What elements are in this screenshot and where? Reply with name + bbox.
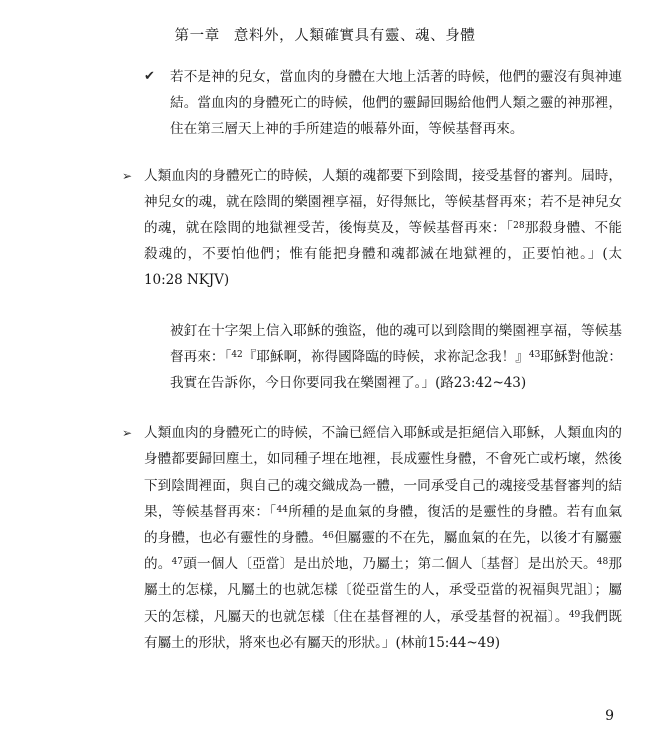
paragraph-text-before: 人類血肉的身體死亡的時候，人類的魂都要下到陰間，接受基督的審判。屆時，神兒女的魂，就在陰間的樂園裡享福，好得無比，等候基督再來；若不是神兒女的魂，就在陰間的地獄裡受苦，後悔莫及，等候基督再來：「 [144,167,622,237]
verse-number-49: 49 [568,609,581,620]
verse-number-43: 43 [528,350,541,361]
scripture-reference: (林前15:44~49) [395,634,500,651]
verse-segment-44: 所種的是血氣的身體，復活的是靈性的身體。若有血氣的身體，也必有靈性的身體。 [144,503,623,547]
paragraph-text-after: 耶穌對他說：我實在告訴你，今日你要同我在樂園裡了。」 [170,348,623,392]
paragraph-text-mid: 『耶穌啊，祢得國降臨的時候，求祢記念我！』 [242,348,529,365]
paragraph-arrow-2 [122,420,623,656]
check-icon: ✔ [144,69,155,84]
verse-number-28: 28 [513,221,525,232]
running-header [0,24,650,45]
verse-number-44: 44 [276,505,288,516]
verse-number-47: 47 [171,557,183,568]
arrow-bullet-icon: ➢ [122,168,133,183]
verse-number-48: 48 [596,557,609,568]
scripture-reference: (太10:28 NKJV) [144,246,622,289]
verse-segment-49: 我們既有屬土的形狀，將來也必有屬天的形狀。」 [144,608,623,651]
verse-segment-48: 那屬土的怎樣，凡屬土的也就怎樣〔從亞當生的人，承受亞當的祝福與咒詛〕；屬天的怎樣，凡屬天的也就怎樣〔住在基督裡的人，承受基督的祝福〕。 [144,556,623,625]
paragraph-text-before: 被釘在十字架上信入耶穌的強盜，他的魂可以到陰間的樂園裡享福，等候基督再來：「 [170,322,622,365]
scripture-reference: (路23:42~43) [435,375,527,392]
paragraph-plain-1 [170,318,622,397]
paragraph-check-1 [144,64,622,143]
verse-number-46: 46 [322,531,334,542]
page-body [122,64,622,670]
verse-number-42: 42 [231,350,243,361]
paragraph-arrow-1 [122,163,623,294]
page-number: 9 [605,708,614,724]
paragraph-text-mid: 那殺身體、不能殺魂的，不要怕他們；惟有能把身體和魂都滅在地獄裡的，正要怕祂。」 [144,220,623,263]
paragraph-text: 若不是神的兒女，當血肉的身體在大地上活著的時候，他們的靈沒有與神連結。當血肉的身體死亡的時候，他們的靈歸回賜給他們人類之靈的神那裡，住在第三層天上神的手所建造的帳幕外面，等候基督再來。 [170,69,622,138]
chapter-title: 意料外，人類確實具有靈、魂、身體 [233,28,476,44]
verse-segment-47: 頭一個人〔亞當〕是出於地，乃屬土；第二個人〔基督〕是出於天。 [183,556,597,573]
verse-segment-46: 但屬靈的不在先，屬血氣的在先，以後才有屬靈的。 [144,530,623,573]
arrow-bullet-icon: ➢ [122,426,133,441]
paragraph-text-before: 人類血肉的身體死亡的時候，不論已經信入耶穌或是拒絕信入耶穌，人類血肉的身體都要歸回塵土，如同種子埋在地裡，長成靈性身體，不會死亡或朽壞，然後下到陰間裡面，與自己的魂交織成為一體，一同承受自己的魂接受基督審判的結果，等候基督再來：「 [144,425,622,520]
chapter-number: 第一章 [174,28,220,44]
